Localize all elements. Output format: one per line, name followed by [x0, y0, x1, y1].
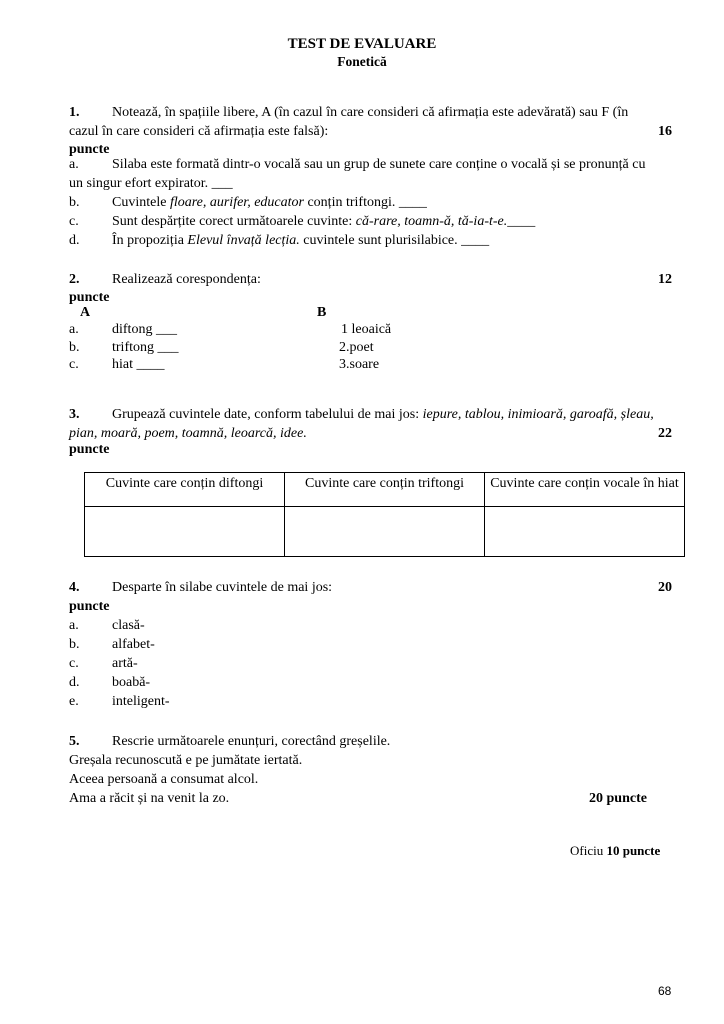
q1-item-d-post: cuvintele sunt plurisilabice. ____ [299, 233, 490, 248]
q3-words-line1: iepure, tablou, inimioară, garoafă, șleau, [422, 407, 654, 422]
q3-table-cell-diftongi[interactable] [85, 507, 285, 557]
oficiu-line [570, 843, 660, 859]
q2-col-b-header: B [317, 305, 327, 320]
q3-text [112, 405, 654, 424]
q4-points-word: puncte [69, 599, 110, 614]
q3-table-cell-hiat[interactable] [485, 507, 685, 557]
q4-item-a-label: a. [69, 618, 79, 633]
q4-item-c-label: c. [69, 656, 79, 671]
q3-table-header-triftongi: Cuvinte care conțin triftongi [285, 473, 485, 507]
q3-table-cell-triftongi[interactable] [285, 507, 485, 557]
q5-sentence-1: Greșala recunoscută e pe jumătate iertată. [69, 753, 303, 768]
q3-text-pre: Grupează cuvintele date, conform tabelului de mai jos: [112, 407, 423, 422]
q4-item-e-label: e. [69, 694, 79, 709]
q3-table [84, 472, 685, 557]
oficiu-label: Oficiu [570, 843, 604, 858]
q2-row-b-match: 2.poet [339, 340, 374, 355]
q3-table-header-diftongi: Cuvinte care conțin diftongi [85, 473, 285, 507]
q1-item-b-label: b. [69, 195, 80, 210]
q1-item-c-pre: Sunt despărțite corect următoarele cuvinte: [112, 214, 356, 229]
q2-row-c-label: c. [69, 357, 79, 372]
q5-sentence-3: Ama a răcit și na venit la zo. [69, 791, 230, 806]
q1-text-line2: cazul în care consideri că afirmația este falsă): [69, 124, 329, 139]
q3-points-word: puncte [69, 442, 110, 457]
q2-text: Realizează corespondența: [112, 272, 261, 287]
q2-row-c-text: hiat ____ [112, 357, 165, 372]
q1-item-c-italic: că-rare, toamn-ă, tă-ia-t-e. [355, 214, 508, 229]
q2-row-a-text: diftong ___ [112, 322, 177, 337]
q1-item-d-italic: Elevul învață lecția. [187, 233, 300, 248]
q4-item-a-text: clasă- [112, 618, 145, 633]
q1-number: 1. [69, 105, 80, 120]
page-number: 68 [658, 984, 672, 998]
q1-item-c-post: ____ [507, 214, 536, 229]
q5-points: 20 puncte [589, 791, 647, 806]
q1-item-b-pre: Cuvintele [112, 195, 170, 210]
q2-points-word: puncte [69, 290, 110, 305]
q1-item-c-text [112, 212, 535, 231]
q1-points-word: puncte [69, 142, 110, 157]
q1-item-a-label: a. [69, 157, 79, 172]
q4-item-d-text: boabă- [112, 675, 151, 690]
oficiu-points: 10 puncte [606, 843, 661, 858]
q5-sentence-2: Aceea persoană a consumat alcol. [69, 772, 259, 787]
q1-item-d-pre: În propoziția [112, 233, 188, 248]
q4-item-e-text: inteligent- [112, 694, 170, 709]
q2-row-b-text: triftong ___ [112, 340, 179, 355]
q3-table-header-row [85, 473, 685, 507]
q1-item-a-line1: Silaba este formată dintr-o vocală sau un grup de sunete care conține o vocală și se pronunță cu [112, 157, 646, 172]
q1-item-c-label: c. [69, 214, 79, 229]
q3-table-answer-row [85, 507, 685, 557]
q3-table-header-hiat: Cuvinte care conțin vocale în hiat [485, 473, 685, 507]
q2-row-a-match: 1 leoaică [341, 322, 392, 337]
q5-text: Rescrie următoarele enunțuri, corectând greșelile. [112, 734, 391, 749]
q3-words-line2: pian, moară, poem, toamnă, leoarcă, idee. [69, 426, 307, 441]
q3-number: 3. [69, 407, 80, 422]
q2-row-b-label: b. [69, 340, 80, 355]
q3-points-value: 22 [658, 426, 672, 441]
page-subtitle: Fonetică [337, 54, 387, 69]
q2-col-a-header: A [80, 305, 91, 320]
q1-item-d-text [112, 231, 489, 250]
q4-item-b-label: b. [69, 637, 80, 652]
q4-item-d-label: d. [69, 675, 80, 690]
q1-item-b-post: conțin triftongi. ____ [303, 195, 427, 210]
q1-text-line1: Notează, în spațiile libere, A (în cazul în care consideri că afirmația este adevărată) sau F (în [112, 105, 629, 120]
q2-number: 2. [69, 272, 80, 287]
q1-item-d-label: d. [69, 233, 80, 248]
q2-row-c-match: 3.soare [339, 357, 380, 372]
q1-item-b-italic: floare, aurifer, educator [169, 195, 304, 210]
q1-points-value: 16 [658, 124, 672, 139]
q4-item-b-text: alfabet- [112, 637, 155, 652]
q4-points-value: 20 [658, 580, 672, 595]
q4-text: Desparte în silabe cuvintele de mai jos: [112, 580, 333, 595]
q2-points-value: 12 [658, 272, 672, 287]
q2-row-a-label: a. [69, 322, 79, 337]
q4-number: 4. [69, 580, 80, 595]
q1-item-b-text [112, 193, 427, 212]
page-title: TEST DE EVALUARE [287, 36, 437, 52]
q5-number: 5. [69, 734, 80, 749]
q1-item-a-line2: un singur efort expirator. ___ [69, 176, 233, 191]
q4-item-c-text: artă- [112, 656, 138, 671]
